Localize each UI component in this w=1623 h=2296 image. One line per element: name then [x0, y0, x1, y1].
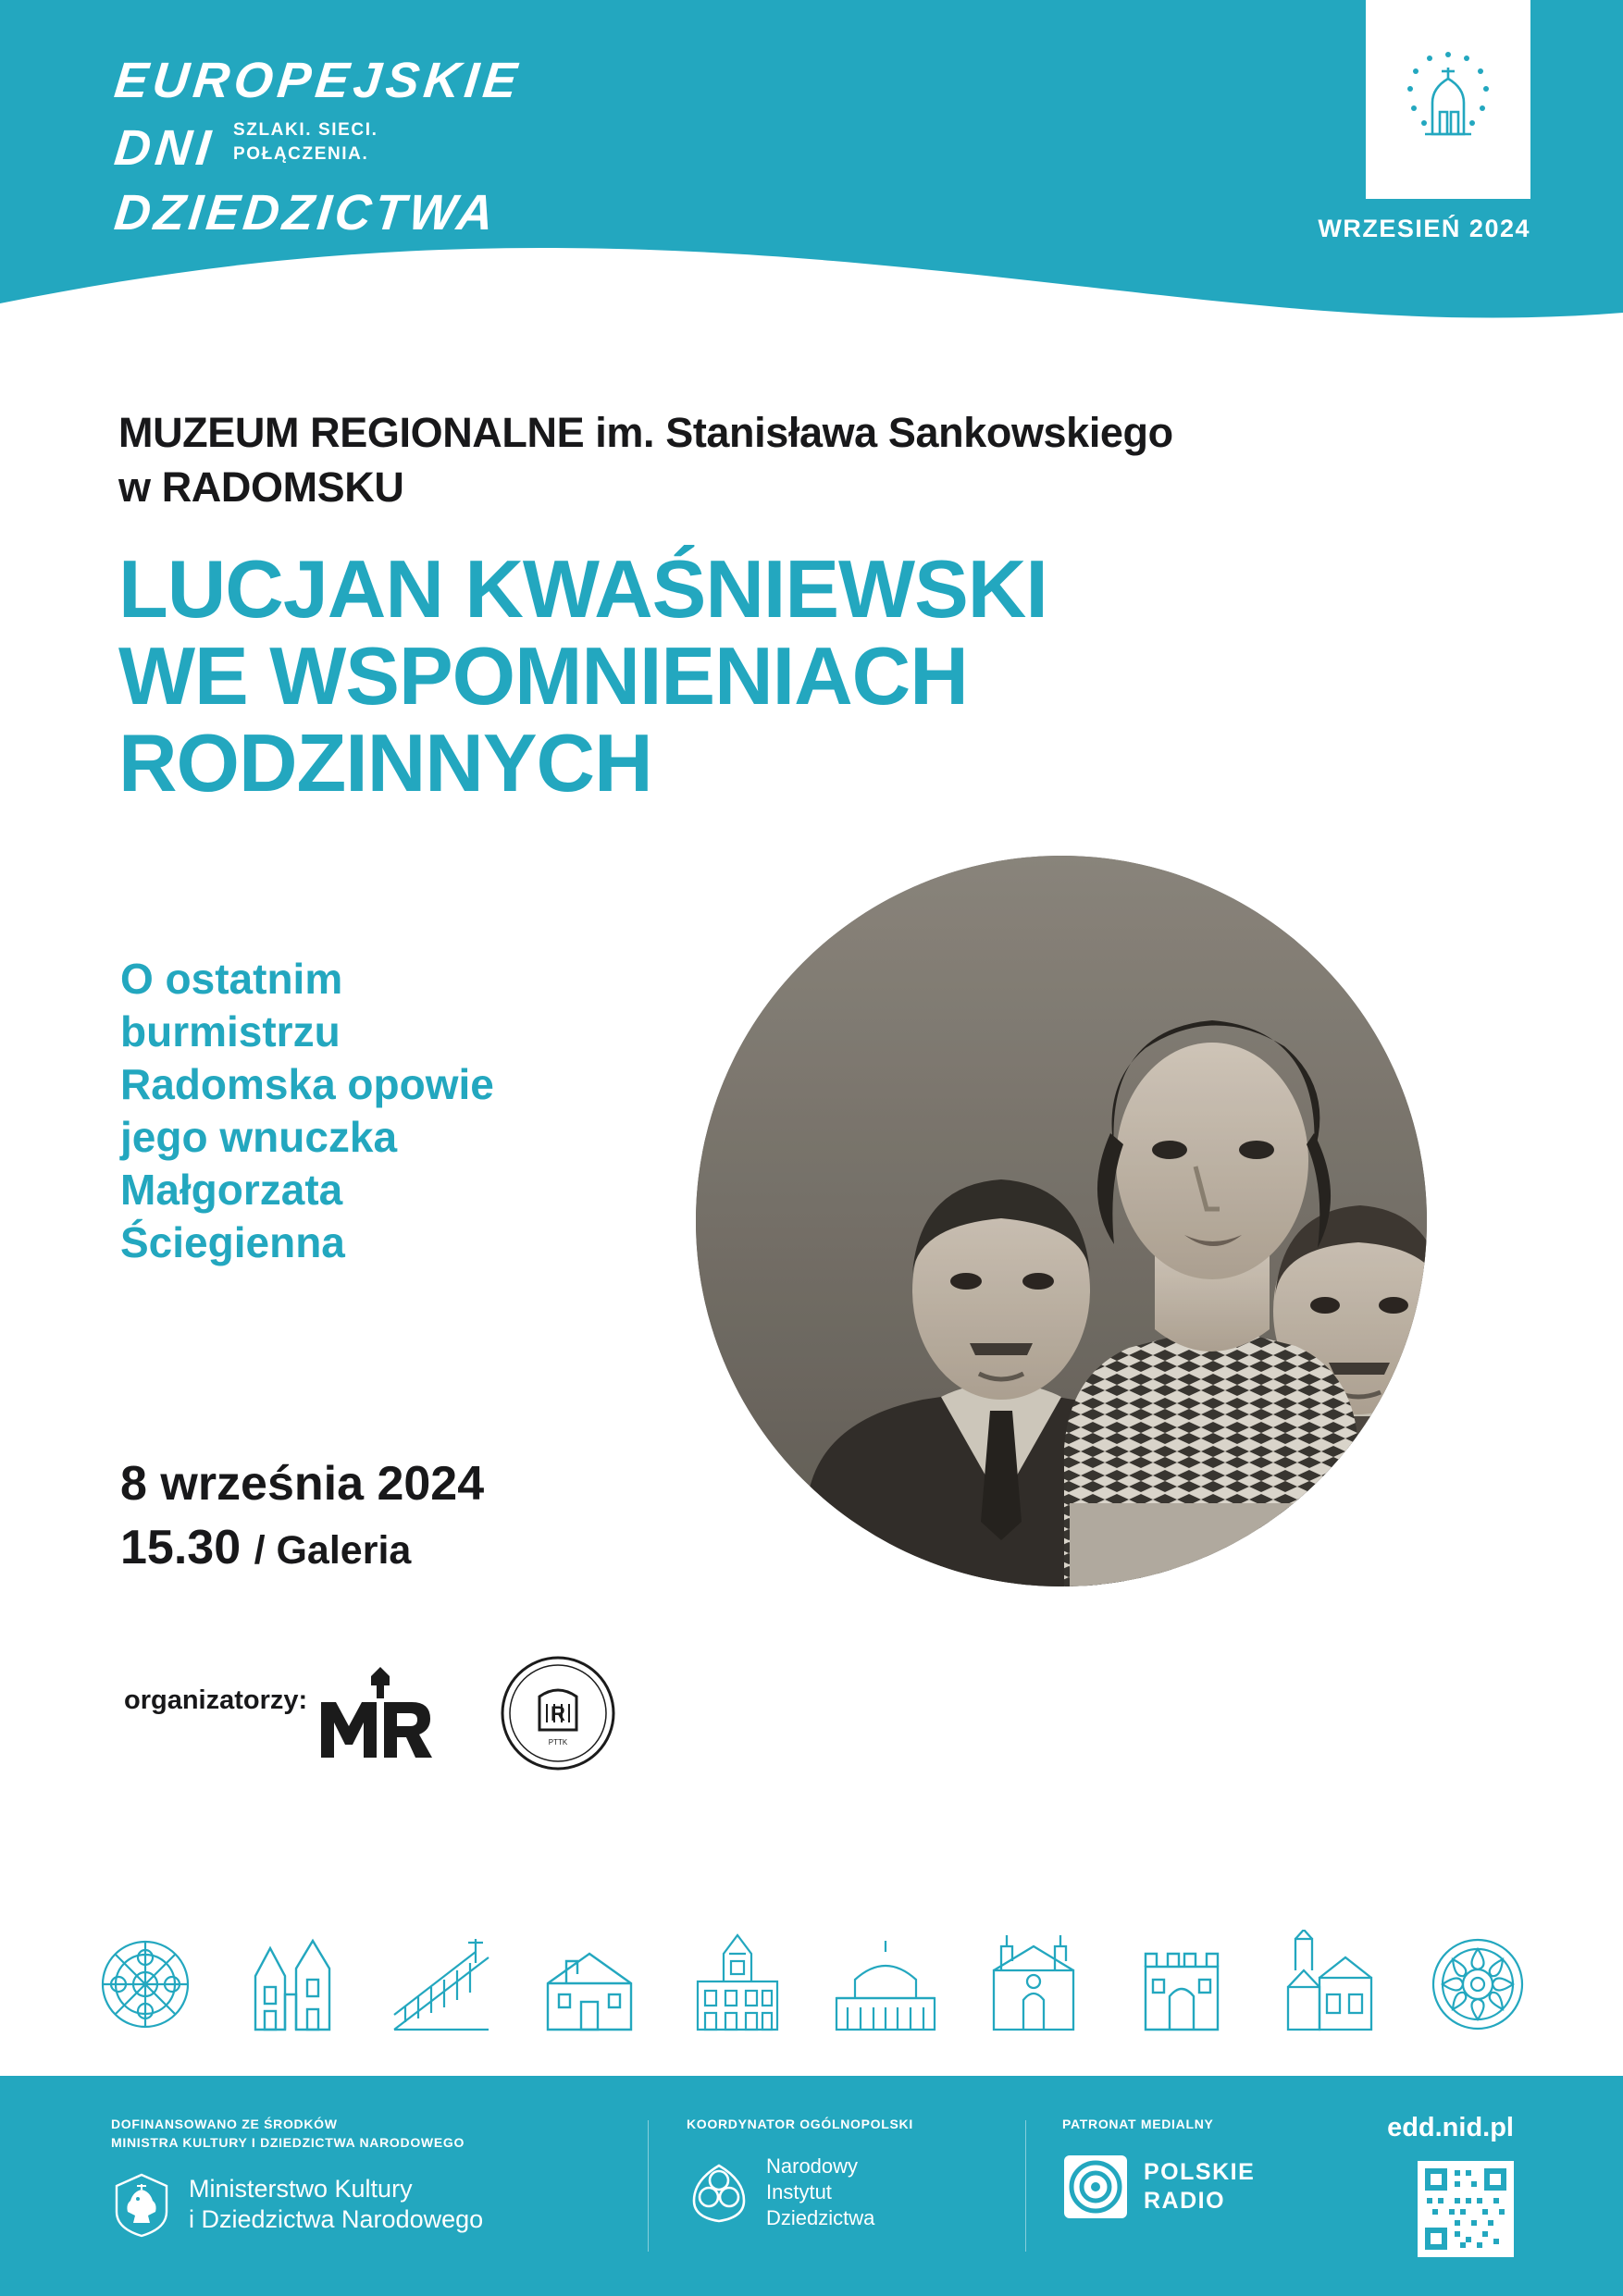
church-facade-icon [979, 1930, 1088, 2039]
edd-logo-line2: DNI [111, 120, 218, 177]
footer-website-block[interactable] [1387, 2113, 1514, 2143]
museum-name-line2: w RADOMSKU [118, 463, 404, 512]
ministry-name-line1: Ministerstwo Kultury [189, 2175, 413, 2203]
organizers-logos [319, 1656, 615, 1771]
monuments-icon-strip [0, 1901, 1623, 2068]
edd-tagline-line2: POŁĄCZENIA. [233, 143, 369, 164]
rosette-icon [91, 1930, 200, 2039]
header-date: WRZESIEŃ 2024 [1318, 215, 1530, 242]
website-url[interactable]: edd.nid.pl [1387, 2113, 1514, 2142]
town-hall-icon [683, 1930, 792, 2039]
edd-tagline-line1: SZLAKI. SIECI. [233, 120, 378, 140]
event-datetime [120, 1452, 694, 1580]
footer-divider-2 [1025, 2120, 1026, 2252]
footer-coordinator-block [687, 2115, 992, 2230]
page-title [118, 543, 1543, 809]
event-time: 15.30 [120, 1521, 242, 1575]
footer-divider-1 [648, 2120, 649, 2252]
nid-name-line2: Instytut [766, 2180, 832, 2204]
eu-emblem-badge [1366, 0, 1530, 199]
radio-name-line2: RADIO [1144, 2188, 1226, 2215]
eu-emblem-icon [1379, 31, 1518, 169]
footer-funding-block [111, 2115, 592, 2238]
page-title-line2: WE WSPOMNIENIACH [118, 630, 968, 722]
radio-name-line1: POLSKIE [1144, 2159, 1256, 2186]
nid-logo-icon [687, 2160, 751, 2225]
domed-building-icon [831, 1930, 940, 2039]
museum-name-line1: MUZEUM REGIONALNE im. Stanisława Sankowskiego [118, 409, 1173, 456]
organizers-label: organizatorzy: [124, 1685, 308, 1715]
qr-code-icon [1418, 2161, 1514, 2257]
bridge-icon [387, 1930, 496, 2039]
edd-logo-line3: DZIEDZICTWA [111, 185, 501, 241]
header-wave-decoration [0, 224, 1623, 370]
funding-caption-line2: MINISTRA KULTURY I DZIEDZICTWA NARODOWEGO [111, 2135, 465, 2151]
edd-logo-line1: EUROPEJSKIE [111, 53, 525, 108]
page-title-line3: RODZINNYCH [118, 717, 652, 809]
coordinator-caption: KOORDYNATOR OGÓLNOPOLSKI [687, 2117, 913, 2131]
svg-text:PTTK: PTTK [548, 1738, 568, 1747]
nid-name-line1: Narodowy [766, 2154, 859, 2179]
poster-header [0, 0, 1623, 370]
svg-text:R: R [551, 1702, 565, 1725]
mr-museum-logo [319, 1665, 434, 1761]
page-title-line1: LUCJAN KWAŚNIEWSKI [118, 543, 1047, 635]
edd-logo-tagline [233, 118, 378, 173]
museum-name [118, 405, 1525, 515]
event-date: 8 września 2024 [120, 1457, 485, 1511]
fortress-gate-icon [1127, 1930, 1236, 2039]
ministry-name-line2: i Dziedzictwa Narodowego [189, 2204, 484, 2233]
polskie-radio-icon [1062, 2154, 1129, 2220]
funding-caption-line1: DOFINANSOWANO ZE ŚRODKÓW [111, 2117, 338, 2131]
lead-paragraph: O ostatnim burmistrzu Radomska opowie jego wnuczka Małgorzata Ściegienna [120, 955, 494, 1267]
event-place: / Galeria [254, 1528, 412, 1574]
polish-eagle-icon [111, 2171, 172, 2238]
wooden-church-icon [1275, 1930, 1384, 2039]
media-caption: PATRONAT MEDIALNY [1062, 2117, 1214, 2131]
family-photo-illustration [696, 856, 1427, 1586]
wreath-rosette-icon [1423, 1930, 1532, 2039]
manor-house-icon [535, 1930, 644, 2039]
archival-family-photo [696, 856, 1427, 1586]
poster-footer [0, 2076, 1623, 2296]
qr-code[interactable] [1418, 2161, 1514, 2257]
castle-towers-icon [239, 1930, 348, 2039]
footer-media-block [1062, 2115, 1321, 2220]
edd-logo [111, 53, 633, 241]
ptth-radomsko-logo [501, 1656, 615, 1771]
nid-name-line3: Dziedzictwa [766, 2205, 875, 2229]
